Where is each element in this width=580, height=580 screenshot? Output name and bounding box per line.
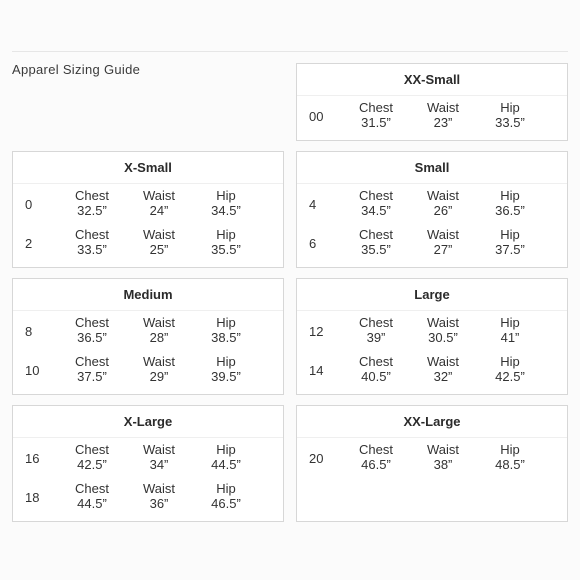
chest-measure [341,442,411,472]
hip-label: Hip [216,315,236,330]
chest-measure [341,100,411,130]
size-number: 12 [309,324,324,339]
chest-measure [57,188,127,218]
waist-label: Waist [142,354,176,369]
waist-measure [408,188,478,218]
hip-measure [191,188,261,218]
chest-label: Chest [359,442,393,457]
chest-label: Chest [75,227,109,242]
page-title: Apparel Sizing Guide [12,62,141,77]
waist-measure [408,227,478,257]
waist-value: 32” [433,369,453,384]
hip-label: Hip [500,227,520,242]
hip-value: 39.5” [211,369,241,384]
chest-value: 44.5” [77,496,107,511]
hip-label: Hip [216,481,236,496]
chest-value: 34.5” [361,203,391,218]
size-card-xx-small [296,63,568,141]
waist-value: 34” [149,457,169,472]
waist-value: 28” [149,330,169,345]
size-number: 14 [309,363,324,378]
chest-value: 46.5” [361,457,391,472]
chest-value: 35.5” [361,242,391,257]
chest-value: 36.5” [77,330,107,345]
size-number: 10 [25,363,40,378]
waist-value: 24” [149,203,169,218]
chest-measure [341,354,411,384]
waist-measure [124,315,194,345]
size-row [13,223,283,262]
card-title: X-Large [13,406,283,438]
waist-measure [408,315,478,345]
hip-value: 38.5” [211,330,241,345]
hip-value: 42.5” [495,369,525,384]
hip-measure [475,442,545,472]
size-number: 0 [25,197,33,212]
hip-value: 33.5” [495,115,525,130]
waist-label: Waist [426,100,460,115]
hip-label: Hip [216,227,236,242]
hip-label: Hip [500,354,520,369]
chest-measure [57,315,127,345]
waist-label: Waist [426,188,460,203]
waist-label: Waist [426,227,460,242]
card-title: Large [297,279,567,311]
size-row [13,311,283,350]
size-number: 8 [25,324,33,339]
size-row [297,311,567,350]
chest-label: Chest [359,100,393,115]
chest-measure [57,442,127,472]
size-row [297,438,567,477]
waist-measure [124,227,194,257]
chest-measure [57,354,127,384]
card-title: Small [297,152,567,184]
chest-value: 32.5” [77,203,107,218]
waist-label: Waist [142,315,176,330]
size-row [13,184,283,223]
size-number: 2 [25,236,33,251]
waist-value: 36” [149,496,169,511]
waist-label: Waist [142,188,176,203]
waist-label: Waist [142,227,176,242]
waist-measure [408,100,478,130]
waist-label: Waist [426,354,460,369]
chest-label: Chest [359,354,393,369]
size-card-medium [12,278,284,395]
waist-value: 23” [433,115,453,130]
hip-label: Hip [500,442,520,457]
waist-value: 27” [433,242,453,257]
size-row [297,350,567,389]
chest-measure [57,227,127,257]
waist-value: 29” [149,369,169,384]
hip-value: 37.5” [495,242,525,257]
card-title: XX-Small [297,64,567,96]
size-number: 00 [309,109,324,124]
hip-measure [475,227,545,257]
size-row [297,96,567,135]
chest-value: 42.5” [77,457,107,472]
chest-value: 31.5” [361,115,391,130]
size-card-x-large [12,405,284,522]
hip-label: Hip [216,188,236,203]
hip-label: Hip [216,442,236,457]
hip-value: 36.5” [495,203,525,218]
hip-measure [191,481,261,511]
card-title: XX-Large [297,406,567,438]
card-title: Medium [13,279,283,311]
size-row [13,350,283,389]
waist-value: 26” [433,203,453,218]
size-number: 18 [25,490,40,505]
hip-label: Hip [500,315,520,330]
waist-measure [408,354,478,384]
waist-label: Waist [426,315,460,330]
hip-label: Hip [216,354,236,369]
waist-measure [408,442,478,472]
chest-measure [341,188,411,218]
size-row [297,184,567,223]
card-title: X-Small [13,152,283,184]
waist-value: 25” [149,242,169,257]
hip-measure [191,227,261,257]
hip-measure [191,442,261,472]
chest-label: Chest [359,315,393,330]
hip-value: 35.5” [211,242,241,257]
waist-value: 38” [433,457,453,472]
waist-measure [124,442,194,472]
size-number: 4 [309,197,317,212]
size-number: 20 [309,451,324,466]
hip-label: Hip [500,188,520,203]
chest-label: Chest [359,227,393,242]
chest-label: Chest [75,442,109,457]
size-card-x-small [12,151,284,268]
hip-measure [475,100,545,130]
size-row [13,477,283,516]
size-row [13,438,283,477]
size-row [297,223,567,262]
chest-label: Chest [75,188,109,203]
hip-measure [475,315,545,345]
waist-label: Waist [142,481,176,496]
chest-value: 37.5” [77,369,107,384]
hip-value: 44.5” [211,457,241,472]
hip-measure [475,354,545,384]
waist-label: Waist [426,442,460,457]
chest-value: 40.5” [361,369,391,384]
size-card-xx-large [296,405,568,522]
waist-value: 30.5” [428,330,458,345]
size-number: 16 [25,451,40,466]
chest-measure [341,227,411,257]
chest-measure [341,315,411,345]
size-number: 6 [309,236,317,251]
chest-measure [57,481,127,511]
size-card-large [296,278,568,395]
chest-label: Chest [75,354,109,369]
hip-measure [475,188,545,218]
top-divider [12,51,568,52]
chest-value: 33.5” [77,242,107,257]
hip-value: 41” [500,330,520,345]
chest-value: 39” [366,330,386,345]
hip-label: Hip [500,100,520,115]
waist-measure [124,481,194,511]
chest-label: Chest [75,315,109,330]
size-card-small [296,151,568,268]
hip-measure [191,315,261,345]
waist-measure [124,354,194,384]
waist-measure [124,188,194,218]
hip-measure [191,354,261,384]
hip-value: 34.5” [211,203,241,218]
chest-label: Chest [359,188,393,203]
waist-label: Waist [142,442,176,457]
chest-label: Chest [75,481,109,496]
hip-value: 48.5” [495,457,525,472]
hip-value: 46.5” [211,496,241,511]
